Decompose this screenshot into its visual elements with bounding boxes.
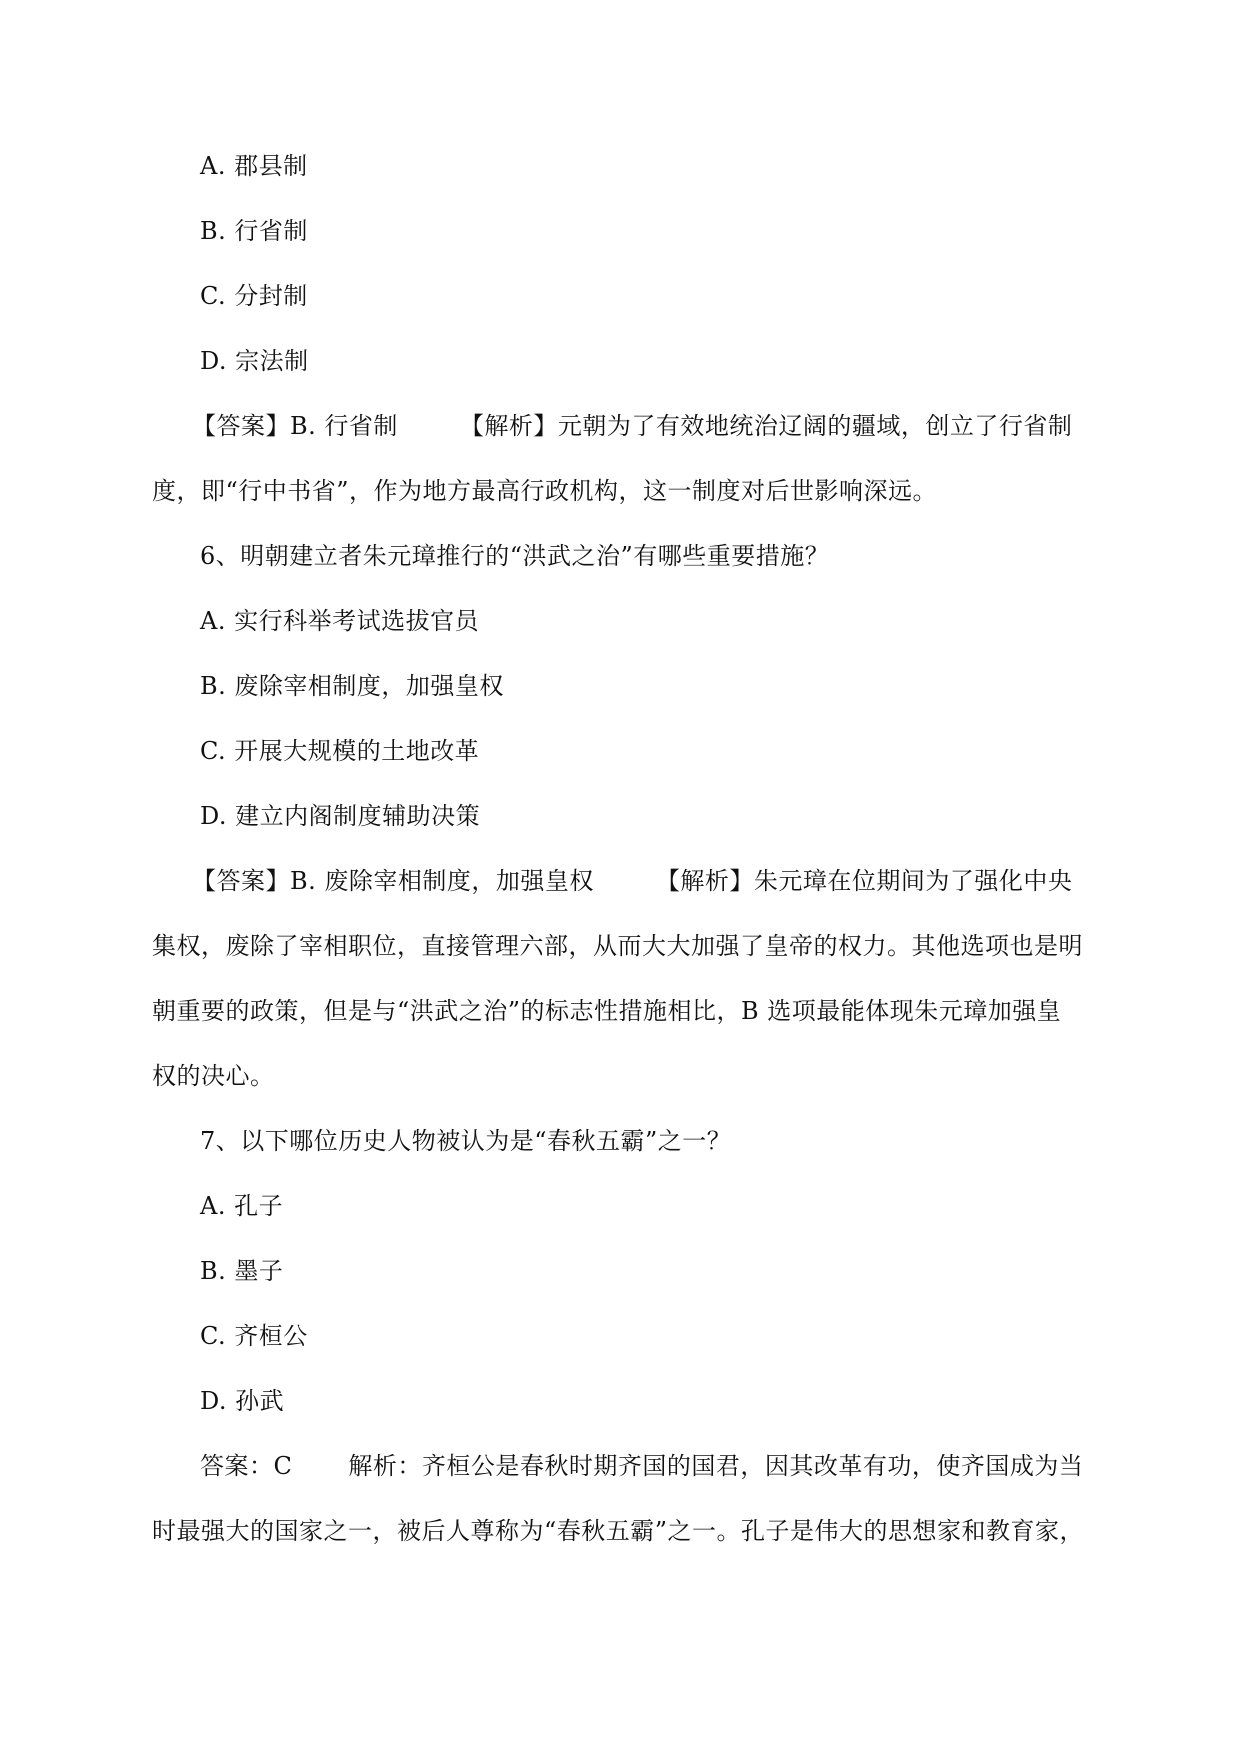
q7-option-c: C. 齐桓公 bbox=[200, 1322, 308, 1350]
q6-answer: 【答案】B. 废除宰相制度，加强皇权 bbox=[192, 867, 594, 895]
q7-answer-analysis-line1 bbox=[200, 1450, 1083, 1482]
q7-analysis-line2: 时最强大的国家之一，被后人尊称为“春秋五霸”之一。孔子是伟大的思想家和教育家， bbox=[152, 1517, 1085, 1545]
q5-analysis-line2: 度，即“行中书省”，作为地方最高行政机构，这一制度对后世影响深远。 bbox=[152, 477, 938, 505]
q5-analysis-line1: 【解析】元朝为了有效地统治辽阔的疆域，创立了行省制 bbox=[459, 412, 1073, 440]
q6-analysis-line4: 权的决心。 bbox=[152, 1062, 275, 1090]
q5-answer-analysis-line1 bbox=[192, 410, 1072, 442]
q6-option-d: D. 建立内阁制度辅助决策 bbox=[200, 802, 481, 830]
q7-option-b: B. 墨子 bbox=[200, 1257, 284, 1285]
q6-option-c: C. 开展大规模的土地改革 bbox=[200, 737, 480, 765]
q7-question: 7、以下哪位历史人物被认为是“春秋五霸”之一？ bbox=[200, 1127, 732, 1155]
q7-option-a: A. 孔子 bbox=[200, 1192, 284, 1220]
q7-option-d: D. 孙武 bbox=[200, 1387, 285, 1415]
q5-option-c: C. 分封制 bbox=[200, 282, 308, 310]
q5-option-d: D. 宗法制 bbox=[200, 347, 309, 375]
q6-answer-analysis-line1 bbox=[192, 865, 1072, 897]
q6-analysis-line2: 集权，废除了宰相职位，直接管理六部，从而大大加强了皇帝的权力。其他选项也是明 bbox=[152, 932, 1083, 960]
q6-option-b: B. 废除宰相制度，加强皇权 bbox=[200, 672, 504, 700]
q5-option-b: B. 行省制 bbox=[200, 217, 308, 245]
q7-analysis-line1: 解析：齐桓公是春秋时期齐国的国君，因其改革有功，使齐国成为当 bbox=[348, 1452, 1084, 1480]
q5-answer: 【答案】B. 行省制 bbox=[192, 412, 398, 440]
q6-analysis-line3: 朝重要的政策，但是与“洪武之治”的标志性措施相比，B 选项最能体现朱元璋加强皇 bbox=[152, 997, 1062, 1025]
q6-analysis-line1: 【解析】朱元璋在位期间为了强化中央 bbox=[655, 867, 1073, 895]
q6-option-a: A. 实行科举考试选拔官员 bbox=[200, 607, 480, 635]
q6-question: 6、明朝建立者朱元璋推行的“洪武之治”有哪些重要措施？ bbox=[200, 542, 830, 570]
q5-option-a: A. 郡县制 bbox=[200, 152, 308, 180]
q7-answer: 答案：C bbox=[200, 1452, 293, 1480]
